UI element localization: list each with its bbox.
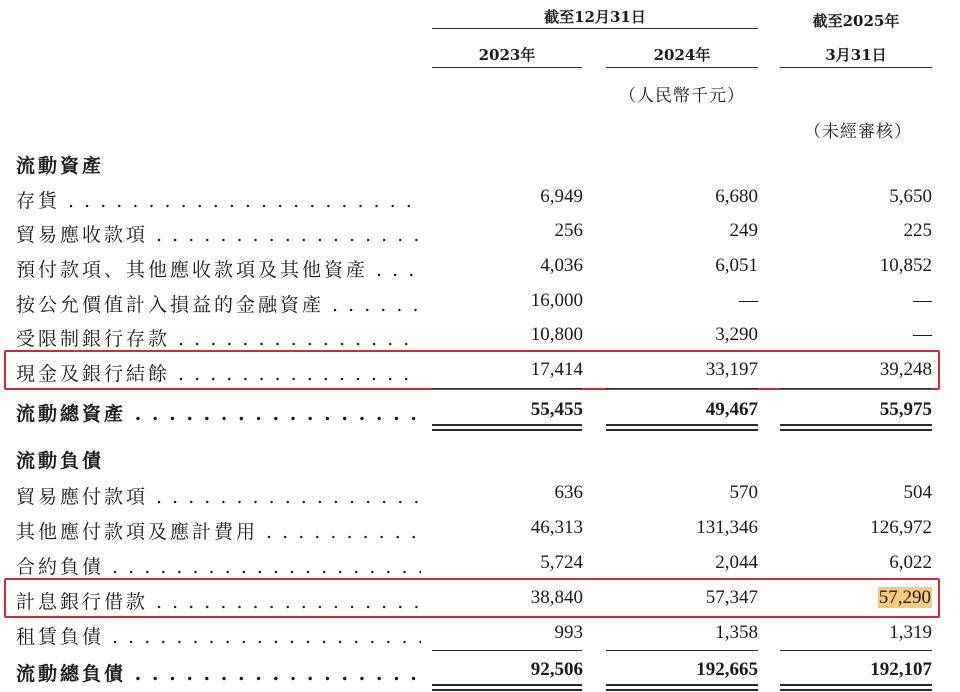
- double-rule-2023-a: [432, 424, 582, 426]
- cell-2024: 33,197: [705, 359, 758, 380]
- double-rule-2024-a: [606, 684, 758, 686]
- subtotal-rule-2023: [432, 388, 582, 389]
- cell-2023: 55,455: [530, 399, 583, 420]
- double-rule-2025-b: [780, 429, 932, 431]
- cell-2025: 6,022: [889, 552, 932, 573]
- table-row-highlighted: [0, 353, 960, 387]
- row-label: 按公允價值計入損益的金融資產 . . .: [16, 290, 421, 317]
- cell-2023: 636: [554, 482, 583, 503]
- row-label: 流動總負債 . . .: [16, 659, 421, 686]
- cell-2023: 4,036: [540, 255, 583, 276]
- col-2024-header: 2024年: [653, 46, 711, 64]
- table-row: [0, 180, 960, 214]
- cell-2024: 49,467: [705, 399, 758, 420]
- cell-2025-marked: [780, 587, 932, 609]
- period-group-rule: [432, 28, 758, 29]
- cell-2023: 6,949: [540, 186, 583, 207]
- section-title: 流動負債: [16, 450, 105, 472]
- double-rule-2024-a: [606, 424, 758, 426]
- cell-2025: 126,972: [870, 517, 932, 538]
- double-rule-2023-b: [432, 689, 582, 691]
- col-2023-rule: [432, 67, 582, 68]
- section-title: 流動資產: [16, 155, 105, 177]
- double-rule-2025-a: [780, 424, 932, 426]
- col-2025-rule: [780, 67, 932, 68]
- table-row: [0, 476, 960, 510]
- row-label: 貿易應付款項 . . .: [16, 482, 421, 509]
- subtotal-rule-2024: [606, 388, 758, 389]
- cell-2023: 993: [554, 622, 583, 643]
- cell-2025: —: [913, 290, 932, 311]
- row-label: 其他應付款項及應計費用 . . .: [16, 517, 421, 544]
- subtotal-rule-2024: [606, 650, 758, 651]
- table-row: [0, 616, 960, 650]
- subtotal-rule-2025: [780, 388, 932, 389]
- table-row-highlighted: [0, 581, 960, 615]
- double-rule-2024-b: [606, 689, 758, 691]
- subtotal-rule-2023: [432, 650, 582, 651]
- subtotal-rule-2025: [780, 650, 932, 651]
- row-label: 租賃負債 . . .: [16, 622, 421, 649]
- unit-caption: （人民幣千元）: [619, 86, 745, 106]
- row-label: 預付款項、其他應收款項及其他資產 . . .: [16, 255, 421, 282]
- row-label: 貿易應收款項 . . .: [16, 220, 421, 247]
- cell-2024: —: [739, 290, 758, 311]
- cell-2024: 2,044: [715, 552, 758, 573]
- table-row: [0, 214, 960, 248]
- cell-2023: 17,414: [530, 359, 583, 380]
- row-label: 合約負債 . . .: [16, 552, 421, 579]
- col-2024-rule: [606, 67, 758, 68]
- double-rule-2025-b: [780, 689, 932, 691]
- cell-2024: 1,358: [715, 622, 758, 643]
- row-label: 計息銀行借款 . . .: [16, 587, 421, 614]
- section-current-liabilities: [0, 440, 960, 474]
- col-2023-header: 2023年: [478, 46, 536, 64]
- row-label: 存貨 . . .: [16, 186, 421, 213]
- unaudited-caption: （未經審核）: [804, 122, 912, 142]
- cell-2024: 6,680: [715, 186, 758, 207]
- double-rule-2025-a: [780, 684, 932, 686]
- double-rule-2024-b: [606, 429, 758, 431]
- table-row: [0, 511, 960, 545]
- cell-2023: 256: [554, 220, 583, 241]
- row-label: 流動總資產 . . .: [16, 399, 421, 426]
- cell-2023: 92,506: [530, 659, 583, 680]
- table-row: [0, 318, 960, 352]
- cell-2024: 192,665: [696, 659, 758, 680]
- cell-2025: 504: [903, 482, 932, 503]
- section-current-assets: [0, 145, 960, 179]
- table-row: [0, 284, 960, 318]
- cell-2023: 46,313: [530, 517, 583, 538]
- col-2025-header-line2: 3月31日: [825, 46, 887, 64]
- cell-2024: 3,290: [715, 324, 758, 345]
- table-row-total: [0, 393, 960, 427]
- table-row: [0, 249, 960, 283]
- double-rule-2023-b: [432, 429, 582, 431]
- cell-2023: 5,724: [540, 552, 583, 573]
- table-row-total: [0, 653, 960, 687]
- cell-2025: 5,650: [889, 186, 932, 207]
- cell-2024: 249: [729, 220, 758, 241]
- cell-2025: 10,852: [879, 255, 932, 276]
- cell-2024: 57,347: [705, 587, 758, 608]
- cell-2025: 1,319: [889, 622, 932, 643]
- period-group-header: 截至12月31日: [544, 8, 646, 26]
- cell-2025: 39,248: [879, 359, 932, 380]
- cell-2024: 570: [729, 482, 758, 503]
- table-row: [0, 546, 960, 580]
- cell-2025: 192,107: [870, 659, 932, 680]
- cell-2025: —: [913, 324, 932, 345]
- cell-2024: 6,051: [715, 255, 758, 276]
- col-2025-header-line1: 截至2025年: [812, 12, 900, 30]
- row-label: 受限制銀行存款 . . .: [16, 324, 421, 351]
- cell-2025: 225: [903, 220, 932, 241]
- cell-2023: 10,800: [530, 324, 583, 345]
- highlighted-value: 57,290: [878, 587, 931, 608]
- cell-2024: 131,346: [696, 517, 758, 538]
- row-label: 現金及銀行結餘 . . .: [16, 359, 421, 386]
- cell-2023: 38,840: [530, 587, 583, 608]
- double-rule-2023-a: [432, 684, 582, 686]
- cell-2023: 16,000: [530, 290, 583, 311]
- cell-2025: 55,975: [879, 399, 932, 420]
